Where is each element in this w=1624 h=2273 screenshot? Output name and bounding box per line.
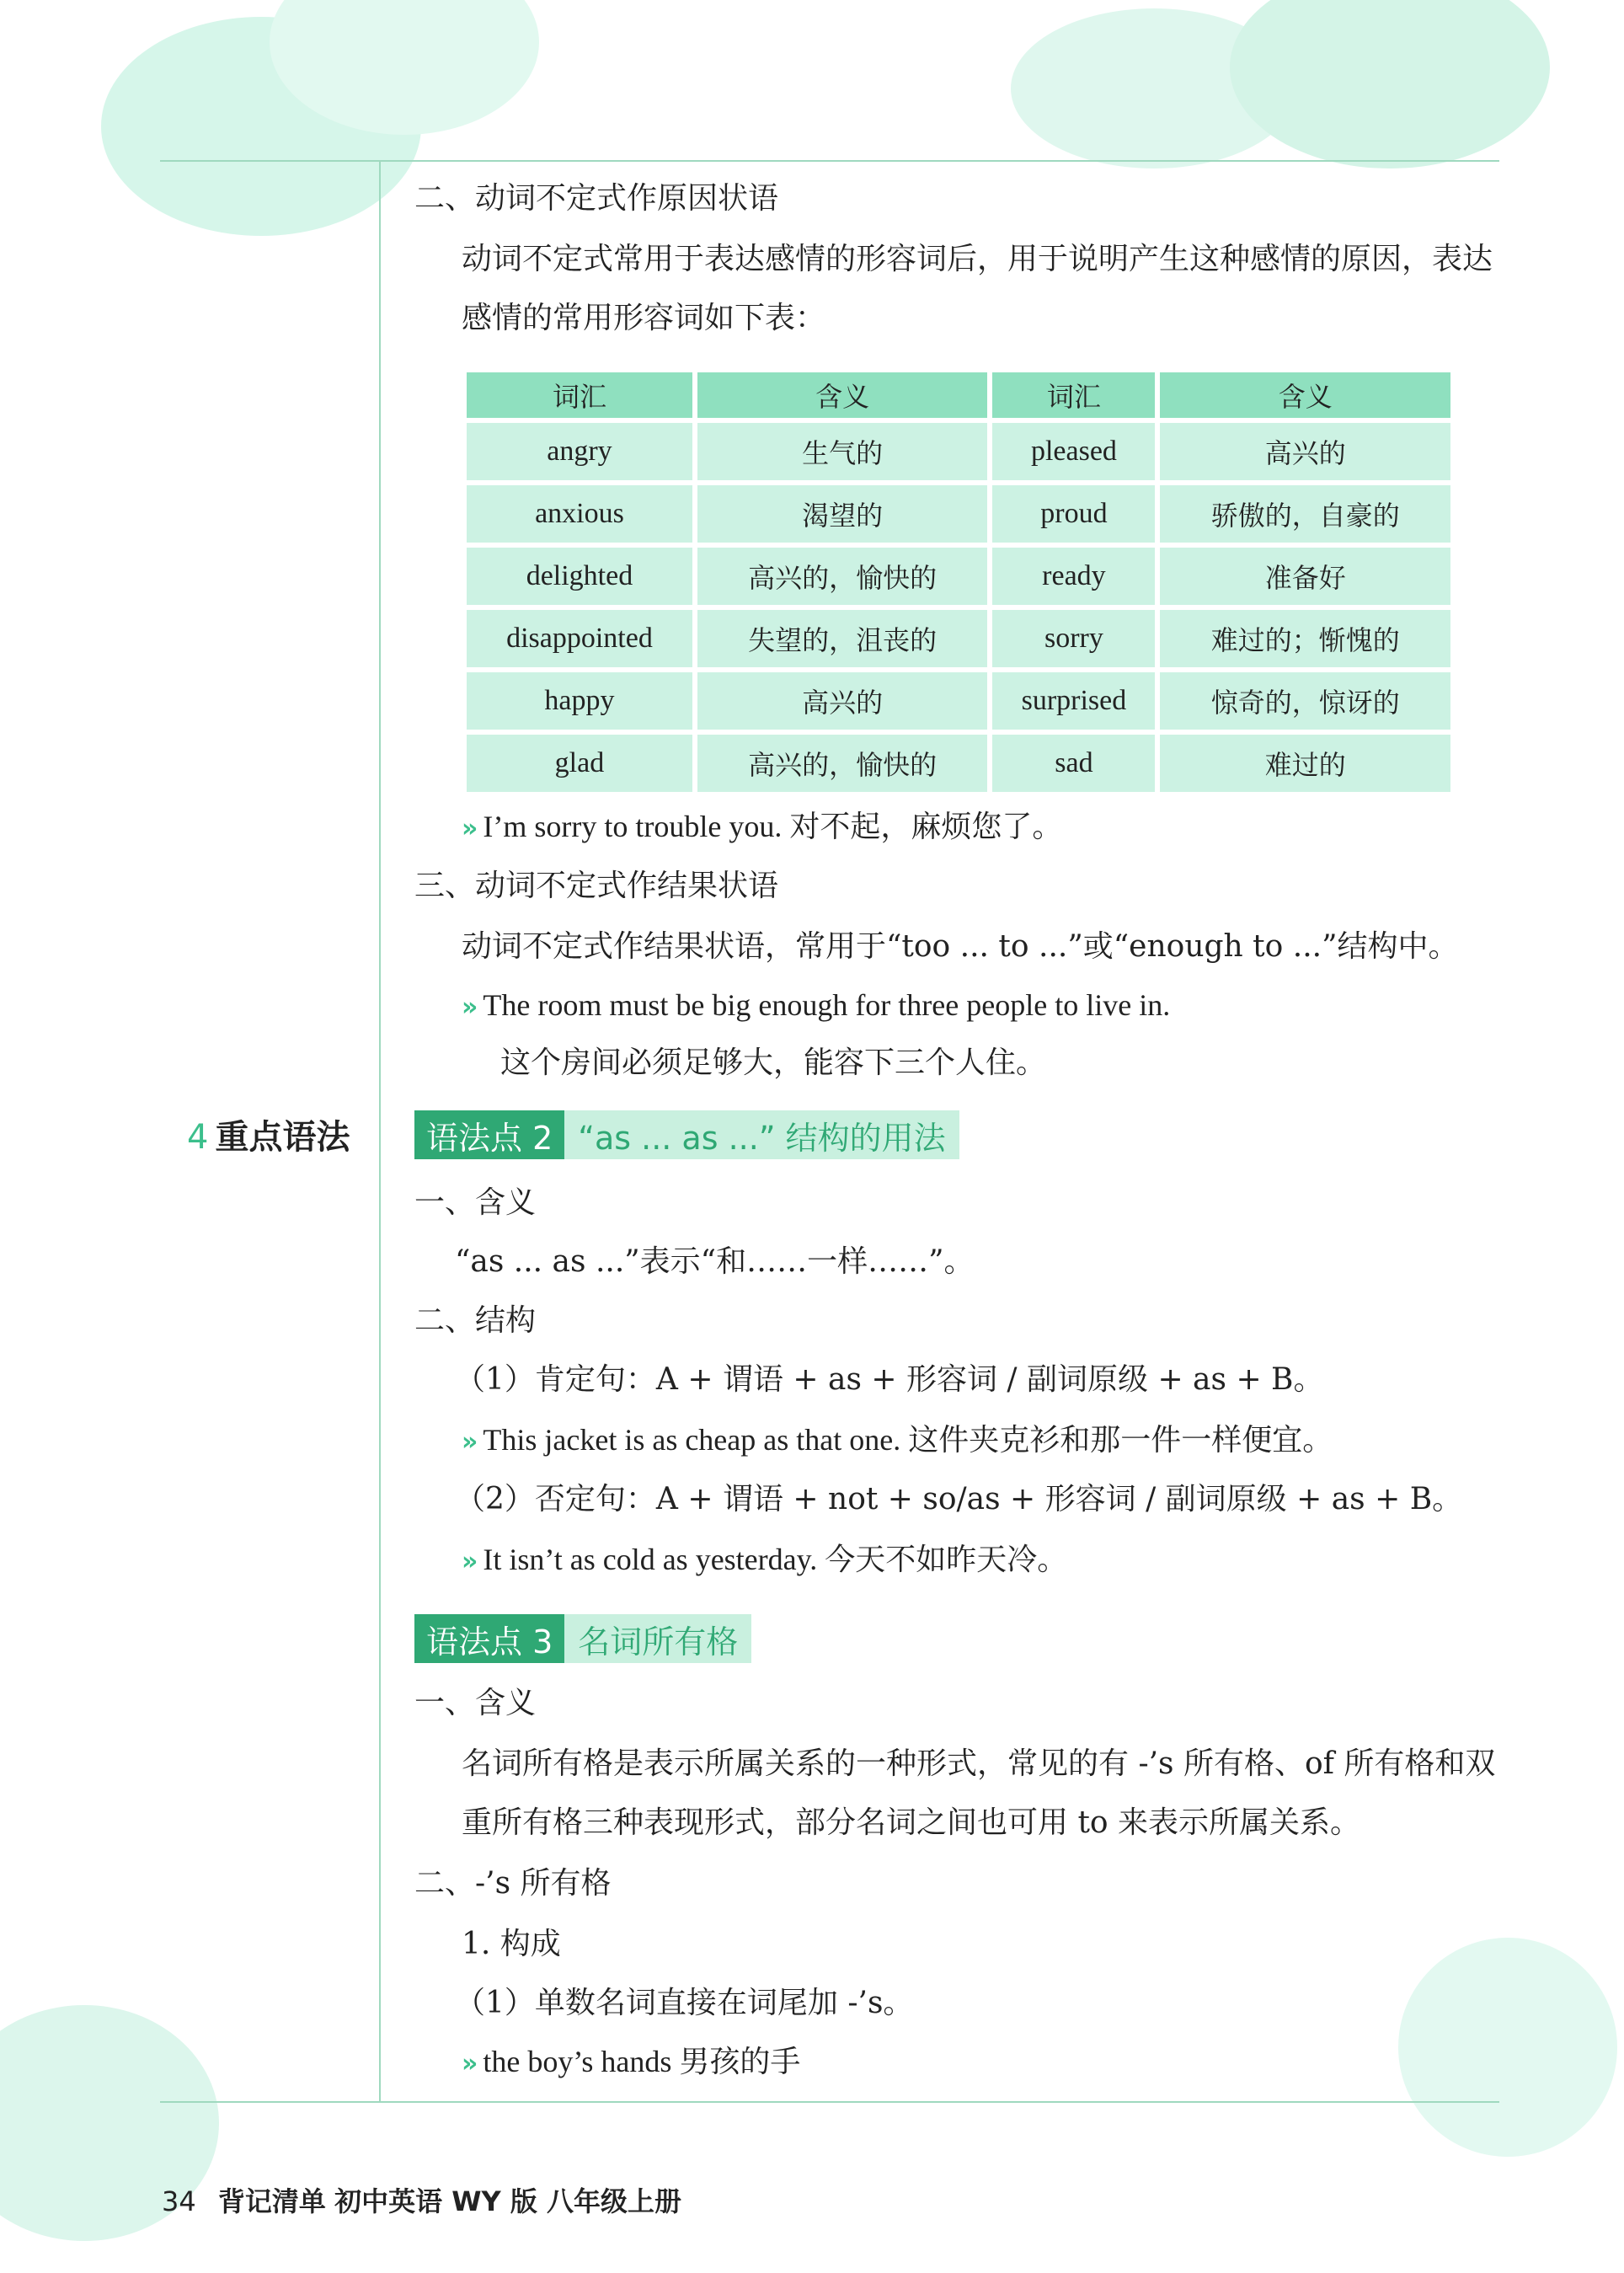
section-heading: 二、结构 bbox=[414, 1303, 537, 1338]
table-cell-word: ready bbox=[992, 548, 1155, 605]
table-cell-word: sad bbox=[992, 735, 1155, 792]
section-heading: 一、含义 bbox=[414, 1686, 537, 1720]
table-cell-word: disappointed bbox=[467, 610, 692, 667]
table-cell-word: happy bbox=[467, 672, 692, 730]
adjective-table bbox=[462, 367, 1456, 797]
arrow-icon: » bbox=[462, 2049, 478, 2078]
example-text: I’m sorry to trouble you. 对不起，麻烦您了。 bbox=[483, 810, 1063, 843]
margin-rule bbox=[379, 162, 381, 2103]
table-row bbox=[467, 485, 1450, 543]
table-cell-word: anxious bbox=[467, 485, 692, 543]
structure-rule: （1）单数名词直接在词尾加 -’s。 bbox=[455, 1986, 914, 2020]
book-brand: 背记清单 bbox=[217, 2185, 326, 2217]
book-subtitle: 初中英语 WY 版 八年级上册 bbox=[334, 2185, 681, 2217]
bottom-rule bbox=[160, 2101, 1499, 2103]
structure-rule: （1）肯定句：A + 谓语 + as + 形容词 / 副词原级 + as + B。 bbox=[455, 1362, 1324, 1397]
table-cell-meaning: 骄傲的，自豪的 bbox=[1160, 485, 1450, 543]
example-text: It isn’t as cold as yesterday. 今天不如昨天冷。 bbox=[483, 1543, 1068, 1576]
column-header: 含义 bbox=[697, 372, 988, 418]
table-row bbox=[467, 548, 1450, 605]
grammar-point-label: 语法点 3 bbox=[414, 1614, 564, 1663]
grammar-point-title: “as ... as ...” 结构的用法 bbox=[564, 1110, 959, 1159]
table-cell-meaning: 难过的 bbox=[1160, 735, 1450, 792]
sub-heading: 1. 构成 bbox=[462, 1927, 561, 1961]
table-cell-meaning: 准备好 bbox=[1160, 548, 1450, 605]
table-cell-meaning: 高兴的 bbox=[1160, 423, 1450, 480]
table-cell-word: glad bbox=[467, 735, 692, 792]
column-header: 词汇 bbox=[992, 372, 1155, 418]
example-text: the boy’s hands 男孩的手 bbox=[483, 2045, 801, 2078]
table-cell-meaning: 高兴的，愉快的 bbox=[697, 735, 988, 792]
table-row bbox=[467, 423, 1450, 480]
grammar-point-badge bbox=[414, 1110, 959, 1159]
table-cell-meaning: 高兴的，愉快的 bbox=[697, 548, 988, 605]
table-cell-word: proud bbox=[992, 485, 1155, 543]
structure-rule: （2）否定句：A + 谓语 + not + so/as + 形容词 / 副词原级 + as + B。 bbox=[455, 1482, 1463, 1516]
part-title: 重点语法 bbox=[215, 1118, 350, 1157]
table-row bbox=[467, 610, 1450, 667]
paragraph-text: 动词不定式常用于表达感情的形容词后，用于说明产生这种感情的原因，表达 bbox=[462, 242, 1493, 276]
table-cell-word: pleased bbox=[992, 423, 1155, 480]
example-sentence bbox=[462, 987, 1170, 1024]
example-sentence bbox=[462, 809, 1062, 845]
example-translation: 这个房间必须足够大，能容下三个人住。 bbox=[500, 1046, 1047, 1080]
arrow-icon: » bbox=[462, 992, 478, 1022]
table-cell-word: surprised bbox=[992, 672, 1155, 730]
section-heading: 三、动词不定式作结果状语 bbox=[414, 869, 779, 903]
part-number: 4 bbox=[187, 1118, 209, 1157]
page-footer bbox=[162, 2180, 681, 2219]
table-cell-word: delighted bbox=[467, 548, 692, 605]
grammar-point-label: 语法点 2 bbox=[414, 1110, 564, 1159]
arrow-icon: » bbox=[462, 814, 478, 843]
section-heading: 二、-’s 所有格 bbox=[414, 1866, 612, 1901]
table-cell-word: angry bbox=[467, 423, 692, 480]
decorative-cloud bbox=[1398, 1938, 1617, 2157]
table-header-row bbox=[467, 372, 1450, 418]
table-cell-meaning: 高兴的 bbox=[697, 672, 988, 730]
paragraph-text: 感情的常用形容词如下表： bbox=[462, 301, 826, 335]
table-row bbox=[467, 672, 1450, 730]
page-number: 34 bbox=[162, 2185, 196, 2217]
table-cell-word: sorry bbox=[992, 610, 1155, 667]
table-cell-meaning: 生气的 bbox=[697, 423, 988, 480]
column-header: 含义 bbox=[1160, 372, 1450, 418]
example-text: This jacket is as cheap as that one. 这件夹克衫和那一件一样便宜。 bbox=[483, 1423, 1333, 1457]
table-cell-meaning: 渴望的 bbox=[697, 485, 988, 543]
paragraph-text: 动词不定式作结果状语，常用于“too ... to ...”或“enough to ...”结构中。 bbox=[462, 929, 1459, 964]
section-heading: 二、动词不定式作原因状语 bbox=[414, 181, 779, 216]
paragraph-text: 名词所有格是表示所属关系的一种形式，常见的有 -’s 所有格、of 所有格和双 bbox=[462, 1746, 1496, 1781]
example-sentence bbox=[462, 2044, 800, 2080]
paragraph-text: “as ... as ...”表示“和……一样……”。 bbox=[455, 1244, 975, 1279]
column-header: 词汇 bbox=[467, 372, 692, 418]
arrow-icon: » bbox=[462, 1547, 478, 1576]
table-cell-meaning: 惊奇的，惊讶的 bbox=[1160, 672, 1450, 730]
paragraph-text: 重所有格三种表现形式，部分名词之间也可用 to 来表示所属关系。 bbox=[462, 1805, 1361, 1840]
decorative-cloud bbox=[1230, 0, 1550, 168]
grammar-point-badge bbox=[414, 1614, 751, 1663]
table-cell-meaning: 难过的；惭愧的 bbox=[1160, 610, 1450, 667]
grammar-point-title: 名词所有格 bbox=[564, 1614, 751, 1663]
example-sentence bbox=[462, 1422, 1333, 1458]
top-rule bbox=[160, 160, 1499, 162]
section-heading: 一、含义 bbox=[414, 1185, 537, 1220]
table-cell-meaning: 失望的，沮丧的 bbox=[697, 610, 988, 667]
part-heading bbox=[187, 1110, 350, 1158]
arrow-icon: » bbox=[462, 1427, 478, 1457]
example-sentence bbox=[462, 1542, 1067, 1578]
table-row bbox=[467, 735, 1450, 792]
example-text: The room must be big enough for three people to live in. bbox=[483, 988, 1171, 1022]
